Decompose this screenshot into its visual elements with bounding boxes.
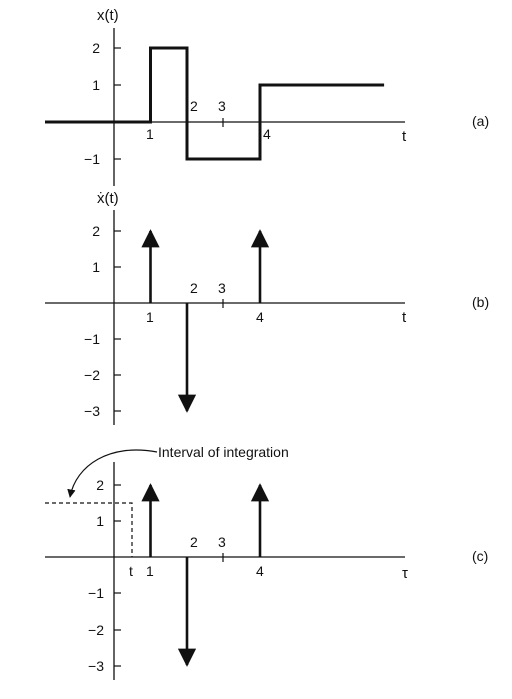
interval-of-integration-label: Interval of integration [158,444,289,460]
integration-interval-dashed [45,503,132,557]
panel-a-caption: (a) [472,113,490,129]
panel-b-x-tick-label-4: 4 [256,309,264,325]
panel-a-x-tick-label-2: 2 [190,98,198,114]
panel-a-y-axis-label: x(t) [97,7,119,24]
panel-c-x-tick-label-1: 1 [146,563,154,579]
panel-a [45,7,489,186]
panel-c-x-tick-label-2: 2 [190,534,198,550]
panel-b-y-tick-label-2: 2 [92,223,100,239]
panel-c-y-tick-label-1: 1 [96,513,104,529]
panel-a-x-tick-label-3: 3 [218,98,226,114]
panel-b-caption: (b) [472,294,490,310]
panel-c-impulses [151,485,261,665]
t-marker-label: t [129,563,133,579]
panel-b [45,190,489,425]
panel-b-impulses [151,231,261,411]
panel-c-y-tick-label-neg1: −1 [88,585,104,601]
panel-a-y-tick-label-2: 2 [92,40,100,56]
panel-b-y-tick-label-1: 1 [92,259,100,275]
panel-c-y-tick-label-2: 2 [96,477,104,493]
panel-c-x-tick-label-3: 3 [218,534,226,550]
panel-b-y-tick-label-neg1: −1 [84,331,100,347]
panel-c-x-tick-label-4: 4 [256,563,264,579]
panel-b-x-tick-label-1: 1 [146,309,154,325]
panel-c-caption: (c) [472,548,489,564]
panel-a-y-tick-label-neg1: −1 [84,151,100,167]
panel-a-x-tick-label-1: 1 [146,126,154,142]
panel-a-y-tick-label-1: 1 [92,77,100,93]
panel-a-signal-curve [45,48,384,159]
panel-b-y-tick-label-neg3: −3 [84,403,100,419]
panel-a-x-axis-label: t [402,128,407,145]
panel-a-x-tick-label-4: 4 [263,126,271,142]
panel-b-y-tick-label-neg2: −2 [84,367,100,383]
panel-b-x-tick-label-3: 3 [218,280,226,296]
panel-b-y-axis-label: ẋ(t) [97,190,119,207]
panel-b-x-axis-label: t [402,309,407,326]
panel-c [45,444,488,680]
panel-c-y-tick-label-neg3: −3 [88,658,104,674]
panel-b-x-tick-label-2: 2 [190,280,198,296]
panel-c-x-axis-label: τ [402,565,408,582]
panel-c-y-tick-label-neg2: −2 [88,622,104,638]
